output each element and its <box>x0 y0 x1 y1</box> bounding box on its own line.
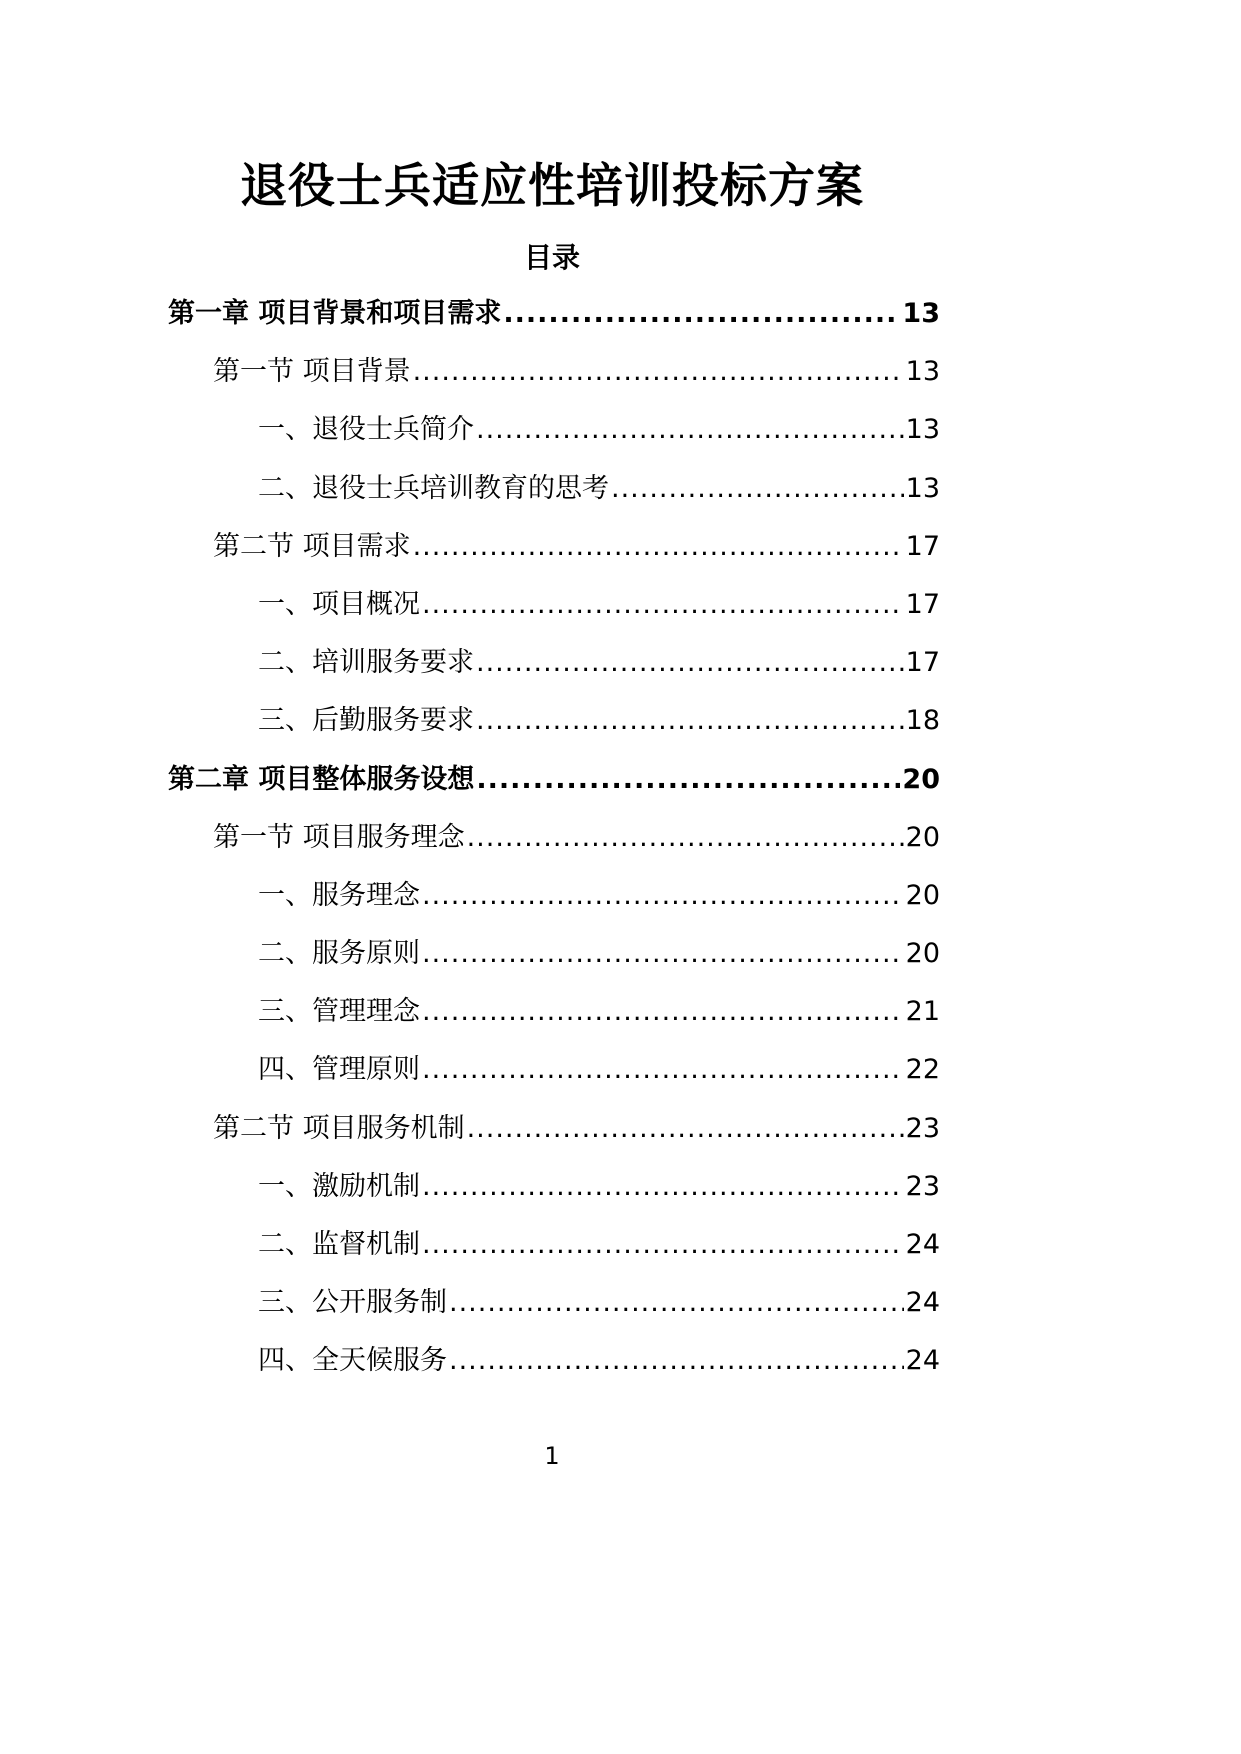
toc-dot-leader <box>476 760 900 800</box>
toc-entry[interactable] <box>168 352 940 410</box>
toc-entry-label: 一、退役士兵简介 <box>258 414 474 446</box>
toc-entry-page: 24 <box>905 1229 940 1260</box>
toc-dot-leader <box>476 701 904 741</box>
toc-dot-leader <box>413 352 904 392</box>
toc-entry-page: 20 <box>905 879 940 911</box>
toc-entry-page: 17 <box>905 530 940 562</box>
toc-entry-label: 一、激励机制 <box>258 1170 420 1202</box>
toc-entry[interactable] <box>168 818 940 876</box>
toc-dot-leader <box>449 1341 904 1381</box>
toc-entry-label: 第二节 项目需求 <box>213 530 411 562</box>
toc-entry-page: 13 <box>905 414 940 446</box>
toc-entry[interactable] <box>168 1050 940 1108</box>
toc-entry-label: 三、公开服务制 <box>258 1287 447 1319</box>
toc-dot-leader <box>422 992 904 1032</box>
toc-entry-page: 13 <box>905 356 940 388</box>
toc-dot-leader <box>503 294 900 334</box>
toc-entry-label: 三、管理理念 <box>258 996 420 1028</box>
toc-entry-page: 17 <box>905 588 940 620</box>
toc-entry[interactable] <box>168 760 940 818</box>
toc-entry-label: 第一章 项目背景和项目需求 <box>168 298 502 329</box>
toc-dot-leader <box>476 643 904 683</box>
toc-entry-label: 四、管理原则 <box>258 1054 420 1086</box>
toc-dot-leader <box>422 585 904 625</box>
toc-entry-page: 24 <box>905 1345 940 1377</box>
toc-entry[interactable] <box>168 992 940 1050</box>
toc-entry-label: 第二章 项目整体服务设想 <box>168 763 475 795</box>
toc-entry[interactable] <box>168 469 940 527</box>
toc-entry-page: 20 <box>905 821 940 853</box>
toc-dot-leader <box>449 1283 904 1323</box>
toc-entry-label: 二、退役士兵培训教育的思考 <box>258 472 609 504</box>
toc-entry-page: 22 <box>905 1054 940 1086</box>
toc-entry[interactable] <box>168 1167 940 1225</box>
toc-entry-page: 23 <box>905 1112 940 1144</box>
toc-dot-leader <box>422 1225 904 1265</box>
toc-entry-label: 四、全天候服务 <box>258 1345 447 1377</box>
toc-entry[interactable] <box>168 1283 940 1341</box>
toc-dot-leader <box>422 1050 904 1090</box>
toc-entry[interactable] <box>168 410 940 468</box>
toc-dot-leader <box>611 469 904 509</box>
toc-heading: 目录 <box>523 241 580 274</box>
toc-dot-leader <box>467 818 904 858</box>
toc-dot-leader <box>413 527 904 567</box>
toc-entry-page: 13 <box>902 298 940 329</box>
toc-entry-label: 一、服务理念 <box>258 879 420 911</box>
toc-entry-page: 24 <box>905 1287 940 1319</box>
toc-entry[interactable] <box>168 643 940 701</box>
page-number: 1 <box>544 1442 560 1470</box>
toc-entry-label: 二、监督机制 <box>258 1229 420 1260</box>
toc-entry-label: 二、培训服务要求 <box>258 647 474 679</box>
toc-entry[interactable] <box>168 876 940 934</box>
toc-entry-page: 23 <box>905 1170 940 1202</box>
toc-entry-label: 二、服务原则 <box>258 938 420 970</box>
toc-entry[interactable] <box>168 934 940 992</box>
document-title: 退役士兵适应性培训投标方案 <box>240 159 864 214</box>
toc-entry-label: 第一节 项目背景 <box>213 356 411 388</box>
toc-dot-leader <box>467 1109 904 1149</box>
toc-entry[interactable] <box>168 1341 940 1399</box>
table-of-contents <box>168 294 940 1400</box>
toc-entry[interactable] <box>168 1109 940 1167</box>
toc-entry-label: 三、后勤服务要求 <box>258 705 474 737</box>
toc-entry-page: 18 <box>905 705 940 737</box>
toc-entry-label: 一、项目概况 <box>258 588 420 620</box>
toc-dot-leader <box>476 410 904 450</box>
toc-entry[interactable] <box>168 701 940 759</box>
toc-entry[interactable] <box>168 585 940 643</box>
toc-entry-page: 13 <box>905 472 940 504</box>
toc-entry-label: 第二节 项目服务机制 <box>213 1112 465 1144</box>
toc-entry[interactable] <box>168 1225 940 1283</box>
toc-dot-leader <box>422 934 904 974</box>
toc-entry[interactable] <box>168 527 940 585</box>
toc-dot-leader <box>422 1167 904 1207</box>
toc-entry-label: 第一节 项目服务理念 <box>213 821 465 853</box>
toc-entry-page: 20 <box>902 763 940 795</box>
toc-entry-page: 21 <box>905 996 940 1028</box>
toc-entry[interactable] <box>168 294 940 352</box>
toc-dot-leader <box>422 876 904 916</box>
toc-entry-page: 17 <box>905 647 940 679</box>
toc-entry-page: 20 <box>905 938 940 970</box>
